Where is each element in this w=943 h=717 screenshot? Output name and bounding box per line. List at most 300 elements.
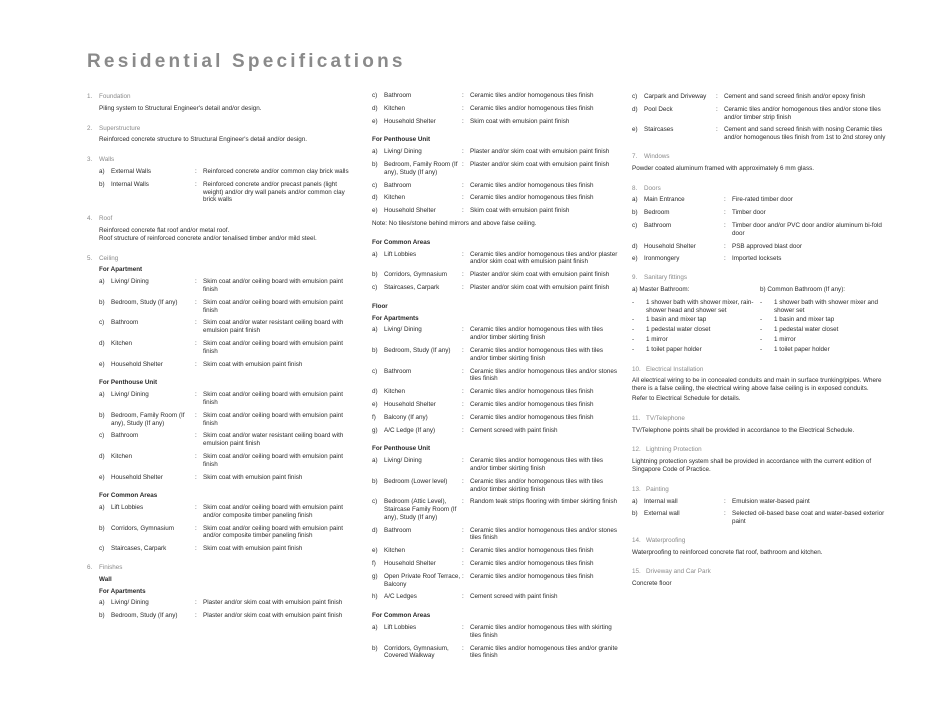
spec-row (99, 319, 349, 335)
colon-separator: : (462, 644, 464, 652)
section-heading: 9. Sanitary fittings (632, 274, 688, 282)
item-label: Bedroom (Lower level) (384, 477, 448, 485)
item-value: Ceramic tiles and/or homogenous tiles finish (470, 572, 594, 580)
bullet-text: 1 toilet paper holder (646, 345, 702, 353)
item-value: Ceramic tiles and/or homogenous tiles and/or plaster and/or skim coat with emulsion paint finish (470, 250, 618, 266)
item-letter: c) (632, 221, 638, 229)
bullet-item (760, 326, 888, 334)
column-1 (87, 93, 349, 625)
item-value: Ceramic tiles and/or homogenous tiles finish (470, 560, 594, 568)
item-label: Bathroom (384, 367, 412, 375)
item-value: Ceramic tiles and/or homogenous tiles finish (470, 388, 594, 396)
subheading: For Penthouse Unit (99, 379, 158, 387)
section-text: Powder coated aluminum framed with approximately 6 mm glass. (632, 164, 814, 172)
item-label: Bedroom, Study (If any) (111, 612, 178, 620)
item-letter: a) (99, 278, 105, 286)
spec-row (372, 547, 618, 555)
item-label: Household Shelter (644, 242, 696, 250)
item-value: Ceramic tiles and/or homogenous tiles and/or stone tiles and/or timber strip finish (724, 105, 881, 121)
item-value: Ceramic tiles and/or homogenous tiles finish (470, 104, 594, 112)
colon-separator: : (195, 432, 197, 440)
item-letter: f) (372, 413, 376, 421)
spec-row (372, 401, 618, 409)
spec-row (99, 340, 349, 356)
spec-row (372, 326, 618, 342)
spec-list (372, 251, 618, 292)
colon-separator: : (195, 612, 197, 620)
spec-list (372, 92, 618, 125)
spec-row (99, 545, 349, 553)
spec-row (632, 93, 888, 101)
item-label: Internal wall (644, 497, 678, 505)
item-letter: a) (372, 624, 378, 632)
colon-separator: : (462, 92, 464, 99)
item-label: Living/ Dining (111, 391, 149, 399)
section-text: Refer to Electrical Schedule for details. (632, 394, 741, 402)
item-letter: d) (372, 526, 378, 534)
subheading: For Common Areas (372, 612, 431, 620)
spec-row (99, 474, 349, 482)
colon-separator: : (195, 339, 197, 347)
subheading: For Common Areas (99, 492, 158, 500)
section-text: TV/Telephone points shall be provided in accordance to the Electrical Schedule. (632, 426, 855, 434)
item-value: Ceramic tiles and/or homogenous tiles and/or granite tiles finish (470, 644, 618, 660)
item-label: A/C Ledge (If any) (384, 426, 436, 434)
sanitary-common: b) Common Bathroom (If any): - 1 shower bath with shower mixer and shower set - 1 basin and mixer tap - 1 pedestal water closet - 1 mirror - 1 toilet paper holder (760, 286, 888, 356)
item-letter: e) (372, 207, 378, 215)
item-letter: g) (372, 572, 378, 580)
item-letter: b) (632, 510, 638, 518)
section-heading: 14. Waterproofing (632, 536, 686, 544)
item-letter: a) (632, 497, 638, 505)
spec-row (99, 168, 349, 176)
spec-row (99, 453, 349, 469)
bullet-item (632, 336, 760, 344)
bullet-list (632, 299, 760, 354)
colon-separator: : (195, 411, 197, 419)
section-heading: 2. Superstructure (87, 124, 141, 132)
colon-separator: : (724, 255, 726, 263)
item-label: Household Shelter (111, 360, 163, 368)
item-label: Corridors, Gymnasium (384, 271, 447, 279)
spec-row (99, 612, 349, 620)
section-text: Concrete floor (632, 580, 672, 588)
colon-separator: : (462, 593, 464, 601)
spec-row (632, 196, 888, 204)
item-letter: b) (372, 644, 378, 652)
item-label: External Walls (111, 167, 152, 175)
bullet-item (632, 346, 760, 354)
colon-separator: : (462, 207, 464, 215)
bullet-text: 1 mirror (774, 335, 796, 343)
dash-icon: - (632, 316, 635, 324)
bullet-text: 1 toilet paper holder (774, 345, 830, 353)
section-heading: 5. Ceiling (87, 254, 119, 262)
item-label: External wall (644, 510, 680, 518)
item-letter: c) (632, 93, 638, 100)
item-label: Bathroom (111, 319, 139, 327)
colon-separator: : (716, 93, 718, 100)
spec-row (632, 209, 888, 217)
item-letter: b) (372, 271, 378, 279)
page-title: Residential Specifications (87, 51, 406, 72)
item-letter: d) (372, 388, 378, 396)
item-value: Skim coat with emulsion paint finish (470, 117, 570, 125)
item-label: Carpark and Driveway (644, 93, 707, 100)
spec-row (632, 126, 888, 142)
colon-separator: : (724, 497, 726, 505)
item-letter: a) (99, 504, 105, 512)
item-letter: h) (372, 593, 378, 601)
item-letter: e) (372, 547, 378, 555)
sanitary-master: a) Master Bathroom: - 1 shower bath with shower mixer, rain-shower head and shower set - 1 basin and mixer tap - 1 pedestal water closet - 1 mirror - 1 toilet paper holder (632, 286, 760, 356)
item-label: Lift Lobbies (384, 624, 417, 632)
spec-row (372, 148, 618, 156)
item-label: Household Shelter (111, 473, 163, 481)
item-letter: b) (372, 160, 378, 168)
item-letter: b) (99, 298, 105, 306)
colon-separator: : (195, 319, 197, 327)
item-label: Living/ Dining (111, 599, 149, 607)
spec-row (99, 525, 349, 541)
dash-icon: - (760, 335, 763, 343)
item-letter: e) (632, 255, 638, 263)
item-label: Living/ Dining (384, 457, 422, 465)
item-value: Skim coat and/or ceiling board with emulsion paint finish (203, 298, 344, 314)
spec-list (632, 498, 888, 526)
item-value: Skim coat and/or ceiling board with emulsion paint and/or composite timber paneling finish (203, 504, 344, 519)
spec-list (87, 504, 349, 553)
colon-separator: : (462, 413, 464, 421)
item-label: Staircases, Carpark (384, 283, 440, 291)
item-value: Ceramic tiles and/or homogenous tiles finish (470, 181, 594, 189)
item-letter: b) (372, 477, 378, 485)
item-letter: a) (372, 457, 378, 465)
colon-separator: : (724, 242, 726, 250)
spec-row (372, 573, 618, 589)
spec-row (372, 414, 618, 422)
item-value: Ceramic tiles and/or homogenous tiles finish (470, 547, 594, 555)
item-letter: c) (99, 545, 105, 553)
colon-separator: : (724, 196, 726, 204)
item-letter: c) (99, 432, 105, 440)
spec-row (372, 284, 618, 292)
item-value: Timber door and/or PVC door and/or aluminum bi-fold door (732, 221, 882, 237)
item-label: Pool Deck (644, 105, 673, 113)
spec-row (99, 361, 349, 369)
item-value: Timber door (732, 209, 766, 217)
item-label: Living/ Dining (384, 148, 422, 156)
spec-row (372, 388, 618, 396)
colon-separator: : (195, 167, 197, 175)
item-letter: d) (99, 452, 105, 460)
colon-separator: : (462, 572, 464, 580)
item-letter: b) (372, 346, 378, 354)
item-label: Household Shelter (384, 400, 436, 408)
spec-row (372, 182, 618, 190)
section-heading: 13. Painting (632, 485, 669, 493)
colon-separator: : (195, 504, 197, 512)
item-label: Bathroom (384, 181, 412, 189)
bullet-text: 1 basin and mixer tap (646, 316, 707, 324)
item-value: Plaster and/or skim coat with emulsion paint finish (470, 283, 610, 291)
colon-separator: : (724, 510, 726, 518)
item-value: Ceramic tiles and/or homogenous tiles with tiles and/or timber skirting finish (470, 346, 603, 362)
item-value: Skim coat and/or ceiling board with emulsion paint finish (203, 339, 344, 355)
spec-row (372, 368, 618, 384)
section-heading: 15. Driveway and Car Park (632, 568, 711, 576)
item-value: Skim coat with emulsion paint finish (203, 545, 303, 553)
colon-separator: : (462, 117, 464, 125)
item-letter: b) (99, 411, 105, 419)
spec-row (372, 161, 618, 177)
item-value: Selected oil-based base coat and water-based exterior paint (732, 510, 885, 526)
bullet-item (632, 299, 760, 315)
item-letter: e) (99, 473, 105, 481)
item-letter: c) (99, 319, 105, 327)
colon-separator: : (462, 194, 464, 202)
section-heading: 10. Electrical Installation (632, 365, 704, 373)
item-label: A/C Ledges (384, 593, 417, 601)
colon-separator: : (462, 526, 464, 534)
item-letter: a) (372, 148, 378, 156)
item-value: Ceramic tiles and/or homogenous tiles and/or stones tiles finish (470, 367, 618, 383)
colon-separator: : (195, 599, 197, 607)
colon-separator: : (462, 547, 464, 555)
dash-icon: - (632, 326, 635, 334)
dash-icon: - (760, 345, 763, 353)
item-label: Bathroom (384, 92, 412, 99)
section-text: All electrical wiring to be in concealed conduits and main in surface trunking/pipes. Where there is a false ceiling, the electrical wiring above false ceiling is in exposed conduits. (632, 377, 882, 393)
item-value: Ceramic tiles and/or homogenous tiles finish (470, 194, 594, 202)
bullet-text: 1 pedestal water closet (646, 326, 711, 334)
spec-row (372, 105, 618, 113)
item-letter: c) (372, 283, 378, 291)
item-value: Ceramic tiles and/or homogenous tiles finish (470, 413, 594, 421)
item-letter: b) (99, 180, 105, 188)
bullet-text: 1 pedestal water closet (774, 326, 839, 334)
item-letter: f) (372, 560, 376, 568)
spec-row (372, 624, 618, 640)
spec-list (372, 457, 618, 601)
spec-row (99, 391, 349, 407)
item-letter: b) (99, 524, 105, 532)
spec-row (632, 243, 888, 251)
item-label: Living/ Dining (384, 326, 422, 334)
colon-separator: : (462, 400, 464, 408)
spec-row (372, 194, 618, 202)
item-letter: d) (372, 194, 378, 202)
item-label: Bathroom (111, 432, 139, 440)
colon-separator: : (716, 105, 718, 113)
spec-row (372, 645, 618, 661)
item-value: Skim coat with emulsion paint finish (203, 473, 303, 481)
item-letter: c) (372, 92, 378, 99)
item-value: Skim coat with emulsion paint finish (203, 360, 303, 368)
item-value: Reinforced concrete and/or precast panels (light weight) and/or dry wall panels and/or common clay brick walls (203, 180, 345, 204)
item-label: Kitchen (111, 339, 133, 347)
item-letter: e) (372, 400, 378, 408)
colon-separator: : (462, 271, 464, 279)
item-value: Plaster and/or skim coat with emulsion paint finish (203, 599, 343, 607)
item-label: Household Shelter (384, 117, 436, 125)
bullet-item (760, 346, 888, 354)
item-letter: e) (372, 117, 378, 125)
section-text: Lightning protection system shall be provided in accordance with the current edition of Singapore Code of Practice. (632, 458, 872, 473)
spec-row (372, 271, 618, 279)
item-value: Ceramic tiles and/or homogenous tiles with skirting tiles finish (470, 624, 612, 639)
colon-separator: : (462, 624, 464, 632)
item-value: Plaster and/or skim coat with emulsion paint finish (203, 612, 343, 620)
item-label: Ironmongery (644, 255, 680, 263)
spec-row (372, 118, 618, 126)
item-label: Lift Lobbies (384, 250, 417, 258)
item-label: Corridors, Gymnasium (111, 524, 174, 532)
item-label: Household Shelter (384, 207, 436, 215)
item-label: Internal Walls (111, 180, 149, 188)
spec-row (99, 599, 349, 607)
item-label: Bathroom (644, 221, 672, 229)
item-value: Random teak strips flooring with timber skirting finish (470, 498, 617, 506)
item-value: Skim coat and/or ceiling board with emulsion paint and/or composite timber paneling finish (203, 524, 344, 540)
item-letter: a) (99, 391, 105, 399)
spec-list (632, 93, 888, 142)
section-heading: 3. Walls (87, 156, 115, 164)
spec-row (99, 432, 349, 448)
item-letter: b) (632, 209, 638, 217)
subheading: Wall (99, 575, 112, 583)
spec-list (372, 624, 618, 660)
item-letter: b) (99, 612, 105, 620)
colon-separator: : (462, 181, 464, 189)
spec-row (632, 222, 888, 238)
colon-separator: : (462, 104, 464, 112)
colon-separator: : (724, 221, 726, 229)
colon-separator: : (462, 148, 464, 156)
item-letter: c) (372, 367, 378, 375)
bullet-item (632, 326, 760, 334)
item-value: Reinforced concrete and/or common clay brick walls (203, 167, 349, 175)
section-text: Waterproofing to reinforced concrete flat roof, bathroom and kitchen. (632, 548, 823, 556)
item-letter: d) (372, 104, 378, 112)
bullet-item (760, 316, 888, 324)
item-label: Bedroom (644, 209, 670, 217)
item-label: Bedroom, Study (If any) (384, 346, 451, 354)
bullet-item (760, 336, 888, 344)
spec-row (372, 427, 618, 435)
section-text: Roof structure of reinforced concrete and/or tenalised timber and/or mild steel. (99, 234, 317, 242)
item-value: Emulsion water-based paint (732, 497, 810, 505)
spec-row (99, 278, 349, 294)
colon-separator: : (462, 160, 464, 168)
spec-list (87, 599, 349, 620)
subheading: For Penthouse Unit (372, 136, 431, 144)
section-heading: 6. Finishes (87, 564, 123, 572)
spec-row (99, 299, 349, 315)
dash-icon: - (632, 298, 635, 306)
item-letter: d) (632, 105, 638, 113)
colon-separator: : (462, 388, 464, 396)
spec-row (372, 347, 618, 363)
item-label: Household Shelter (384, 560, 436, 568)
item-label: Kitchen (384, 388, 406, 396)
item-value: Ceramic tiles and/or homogenous tiles and/or stones tiles finish (470, 526, 618, 542)
colon-separator: : (195, 180, 197, 188)
spec-row (372, 498, 618, 521)
item-letter: c) (372, 181, 378, 189)
item-letter: g) (372, 426, 378, 434)
spec-row (372, 560, 618, 568)
item-value: Fire-rated timber door (732, 196, 793, 204)
item-label: Living/ Dining (111, 278, 149, 286)
item-label: Balcony (If any) (384, 413, 428, 421)
item-letter: e) (632, 126, 638, 134)
dash-icon: - (760, 316, 763, 324)
spec-row (372, 478, 618, 494)
colon-separator: : (195, 473, 197, 481)
item-value: Skim coat and/or ceiling board with emulsion paint finish (203, 391, 344, 406)
item-value: Plaster and/or skim coat with emulsion paint finish (470, 148, 610, 156)
colon-separator: : (195, 360, 197, 368)
spec-row (99, 504, 349, 520)
spec-row (372, 251, 618, 267)
item-value: Cement screed with paint finish (470, 426, 558, 434)
item-value: Ceramic tiles and/or homogenous tiles with tiles and/or timber skirting finish (470, 326, 603, 342)
spec-row (372, 527, 618, 543)
colon-separator: : (462, 477, 464, 485)
colon-separator: : (462, 498, 464, 506)
item-label: Main Entrance (644, 196, 685, 204)
bullet-text: 1 mirror (646, 335, 668, 343)
dash-icon: - (632, 345, 635, 353)
item-label: Kitchen (384, 194, 406, 202)
item-value: Skim coat with emulsion paint finish (470, 207, 570, 215)
subheading: Floor (372, 302, 388, 310)
item-label: Bedroom (Attic Level), Staircase Family Room (If any), Study (If any) (384, 498, 457, 521)
spec-row (99, 412, 349, 428)
colon-separator: : (195, 391, 197, 399)
section-heading: 4. Roof (87, 215, 113, 223)
section-heading: 11. TV/Telephone (632, 414, 685, 422)
item-value: Cement and sand screed finish and/or epoxy finish (724, 93, 866, 100)
spec-row (632, 510, 888, 526)
dash-icon: - (760, 298, 763, 306)
spec-row (632, 498, 888, 506)
item-value: Ceramic tiles and/or homogenous tiles finish (470, 400, 594, 408)
section-text: Piling system to Structural Engineer's detail and/or design. (99, 104, 262, 112)
colon-separator: : (462, 250, 464, 258)
spec-row (632, 106, 888, 122)
item-letter: a) (372, 326, 378, 334)
colon-separator: : (462, 326, 464, 334)
spec-list (87, 168, 349, 204)
colon-separator: : (716, 126, 718, 134)
item-letter: a) (632, 196, 638, 204)
spec-row (372, 92, 618, 100)
item-letter: c) (372, 498, 378, 506)
spec-row (99, 181, 349, 204)
item-value: Plaster and/or skim coat with emulsion paint finish (470, 160, 610, 168)
item-value: Imported locksets (732, 255, 782, 263)
item-value: Cement and sand screed finish with nosing Ceramic tiles and/or homogenous tiles finish from 1st to 2nd storey only (724, 126, 886, 142)
item-letter: a) (99, 599, 105, 607)
spec-row (372, 457, 618, 473)
subheading: For Common Areas (372, 238, 431, 246)
item-value: PSB approved blast door (732, 242, 803, 250)
item-value: Cement screed with paint finish (470, 593, 558, 601)
colon-separator: : (195, 452, 197, 460)
item-label: Kitchen (384, 547, 406, 555)
